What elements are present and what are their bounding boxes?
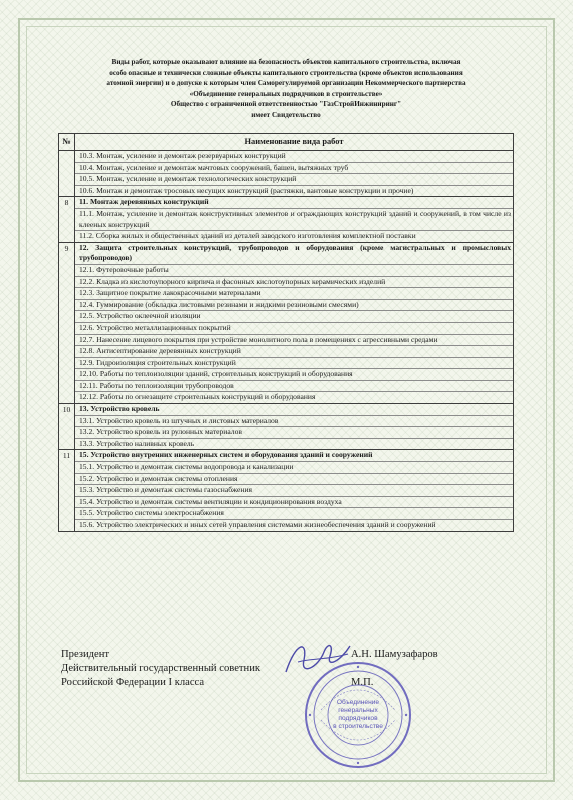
work-item: 12.8. Антисептирование деревянных конструкций [75, 346, 513, 358]
work-item: 12.4. Гуммирование (обкладка листовыми резинами и жидкими резиновыми смесями) [75, 300, 513, 312]
work-item: 15.2. Устройство и демонтаж системы отопления [75, 474, 513, 486]
row-number: 9 [59, 242, 75, 403]
work-item: 11.2. Сборка жилых и общественных зданий из деталей заводского изготовления комплектной поставки [79, 231, 416, 241]
work-item: 13.3. Устройство наливных кровель [79, 438, 195, 448]
work-item: 12.1. Футеровочные работы [75, 265, 513, 277]
work-item: 10.5. Монтаж, усиление и демонтаж технологических конструкций [75, 174, 513, 186]
row-content [75, 242, 514, 403]
header-line: Общество с ограниченной ответственностью "ГазСтройИнжиниринг" [170, 100, 402, 109]
seal-stamp [303, 660, 413, 770]
column-header-number: № [59, 134, 75, 151]
table-row [59, 242, 514, 403]
signatory-rank: Действительный государственный советник [61, 663, 261, 674]
signatory-rank-class: Российской Федерации I класса [61, 677, 205, 688]
work-item: 15.6. Устройство электрических и иных сетей управления системами жизнеобеспечения зданий и сооружений [79, 520, 436, 529]
row-content [75, 404, 514, 450]
work-item: 12.7. Нанесение лицевого покрытия при устройстве монолитного пола в помещениях с агрессивными средами [75, 335, 513, 347]
svg-text:Объединение: Объединение [336, 699, 380, 706]
svg-text:генеральных: генеральных [338, 707, 378, 714]
table-row [59, 151, 514, 197]
row-number: 10 [59, 404, 75, 450]
signatory-title: Президент [61, 649, 110, 660]
header-line: атомной энергии) и о допуске к которым член Саморегулируемой организации Некоммерческого партнерства [106, 79, 466, 88]
work-section-title: 15. Устройство внутренних инженерных систем и оборудования зданий и сооружений [75, 450, 513, 462]
work-item: 12.12. Работы по огнезащите строительных конструкций и оборудования [79, 392, 316, 402]
row-content [75, 151, 514, 197]
table-row [59, 404, 514, 450]
row-number: 8 [59, 197, 75, 242]
work-section-title: 12. Защита строительных конструкций, трубопроводов и оборудования (кроме магистральных и промысловых трубопроводов) [75, 243, 513, 265]
work-section-title: 11. Монтаж деревянных конструкций [75, 197, 513, 209]
document-header [60, 57, 512, 121]
table-row [59, 197, 514, 242]
row-content [75, 197, 514, 242]
column-header-name: Наименование вида работ [75, 134, 514, 151]
row-number [59, 151, 75, 197]
svg-text:подрядчиков: подрядчиков [338, 715, 378, 722]
row-number: 11 [59, 450, 75, 531]
work-item: 15.5. Устройство системы электроснабжения [75, 508, 513, 520]
header-line: «Объединение генеральных подрядчиков в строительстве» [189, 89, 383, 98]
work-section-title: 13. Устройство кровель [75, 404, 513, 416]
work-item: 12.5. Устройство оклеечной изоляции [75, 311, 513, 323]
header-line: особо опасные и технически сложные объекты капитального строительства (кроме объектов использования [109, 68, 463, 77]
work-item: 12.10. Работы по теплоизоляции зданий, строительных конструкций и оборудования [75, 369, 513, 381]
works-table [58, 133, 514, 532]
work-item: 11.1. Монтаж, усиление и демонтаж конструктивных элементов и ограждающих конструкций зданий и сооружений, в том числе из клееных конструкций [75, 209, 513, 231]
work-item: 12.6. Устройство металлизационных покрытий [75, 323, 513, 335]
signatory-name: А.Н. Шамузафаров [351, 649, 438, 660]
work-item: 13.2. Устройство кровель из рулонных материалов [75, 427, 513, 439]
work-item: 10.4. Монтаж, усиление и демонтаж мачтовых сооружений, башен, вытяжных труб [75, 163, 513, 175]
work-item: 10.3. Монтаж, усиление и демонтаж резервуарных конструкций [75, 151, 513, 163]
seal-place-label: М.П. [351, 677, 374, 688]
work-item: 12.3. Защитное покрытие лакокрасочными материалами [75, 288, 513, 300]
svg-text:в строительстве: в строительстве [333, 723, 383, 730]
work-item: 10.6. Монтаж и демонтаж тросовых несущих конструкций (растяжки, вантовые конструкции и прочие) [79, 185, 414, 195]
work-item: 12.2. Кладка из кислотоупорного кирпича и фасонных кислотоупорных керамических изделий [75, 277, 513, 289]
work-item: 13.1. Устройство кровель из штучных и листовых материалов [75, 416, 513, 428]
work-item: 15.1. Устройство и демонтаж системы водопровода и канализации [75, 462, 513, 474]
work-item: 15.3. Устройство и демонтаж системы газоснабжения [75, 485, 513, 497]
table-body [59, 151, 514, 532]
work-item: 12.9. Гидроизоляция строительных конструкций [75, 358, 513, 370]
header-line: имеет Свидетельство [251, 110, 321, 119]
table-row [59, 450, 514, 531]
work-item: 15.4. Устройство и демонтаж системы вентиляции и кондиционирования воздуха [75, 497, 513, 509]
table-header-row [59, 134, 514, 151]
row-content [75, 450, 514, 531]
work-item: 12.11. Работы по теплоизоляции трубопроводов [75, 381, 513, 393]
header-line: Виды работ, которые оказывают влияние на безопасность объектов капитального строительства, включая [111, 58, 461, 66]
